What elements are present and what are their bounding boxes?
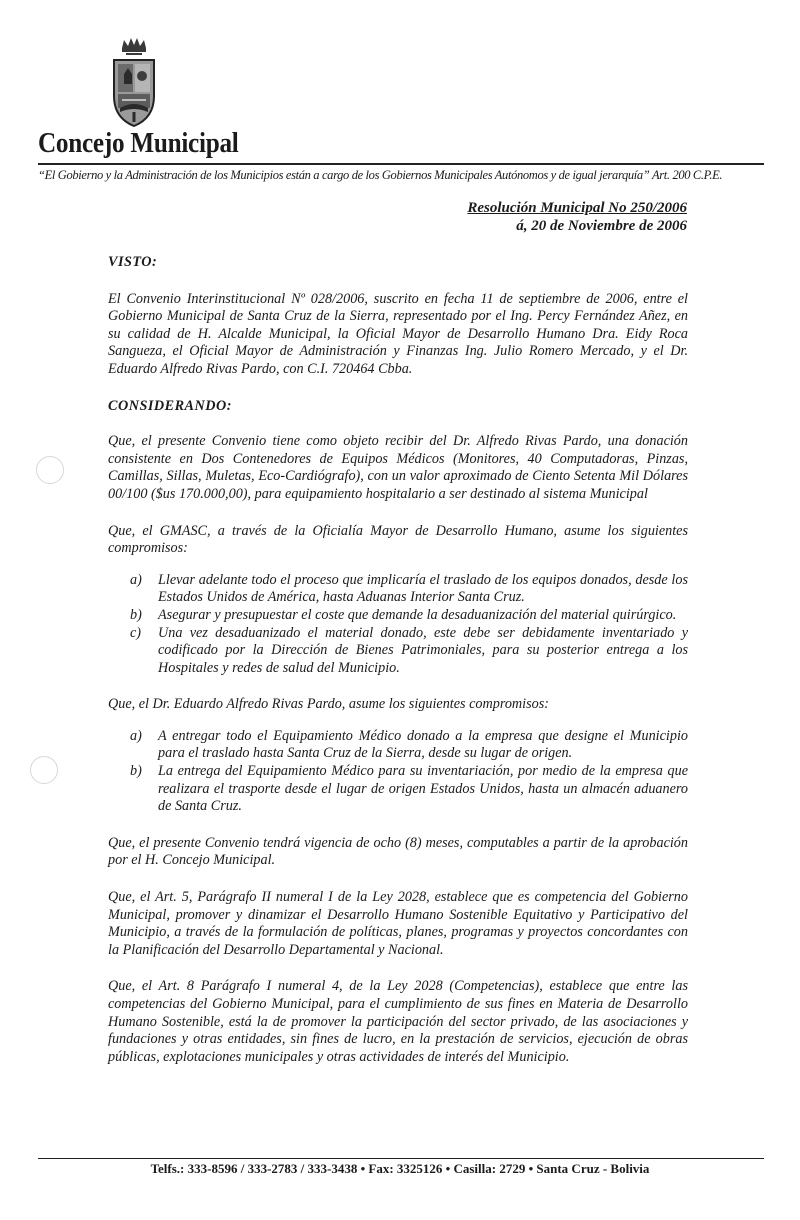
resolution-date: á, 20 de Noviembre de 2006 [516,218,687,234]
donor-commitments-list [130,728,688,816]
considerando-heading: CONSIDERANDO: [108,397,232,414]
organization-name: Concejo Municipal [38,128,239,159]
list-item-text: Una vez desaduanizado el material donado, este debe ser debidamente inventariado y codificado por la Dirección de Bienes Patrimoniales, para su posterior entrega a los Hospitales y redes de salud del Municipio. [158,624,688,676]
footer-rule [38,1158,764,1159]
list-item [130,728,688,763]
list-item-text: La entrega del Equipamiento Médico para su inventariación, por medio de la empresa que realizara el trasporte desde el lugar de origen Estados Unidos, hasta un almacén aduanero de Santa Cruz. [158,763,688,815]
list-item [130,763,688,816]
considerando-paragraph-5: Que, el Art. 5, Parágrafo II numeral I de la Ley 2028, establece que es competencia del Gobierno Municipal, promover y dinamizar el Desarrollo Humano Sostenible Equitativo y Participativo del Municipio, a través de la formulación de políticas, planes, programas y proyectos concordantes con la Planificación del Desarrollo Departamental y Nacional. [108,889,688,958]
list-item [130,607,688,625]
list-item-text: Llevar adelante todo el proceso que implicaría el traslado de los equipos donados, desde los Estados Unidos de América, hasta Aduanas Interior Santa Cruz. [158,571,688,606]
punch-hole-mark [36,456,64,484]
punch-hole-mark [30,756,58,784]
visto-paragraph: El Convenio Interinstitucional Nº 028/2006, suscrito en fecha 11 de septiembre de 2006, entre el Gobierno Municipal de Santa Cruz de la Sierra, representado por el Ing. Percy Fernández Añez, en su calidad de H. Alcalde Municipal, la Oficial Mayor de Desarrollo Humano Dra. Eidy Roca Sangueza, el Oficial Mayor de Administración y Finanzas Ing. Julio Romero Mercado, y el Dr. Eduardo Alfredo Rivas Pardo, con C.I. 720464 Cbba. [108,290,688,377]
list-item [130,625,688,678]
header-motto: “El Gobierno y la Administración de los Municipios están a cargo de los Gobiernos Municipales Autónomos y de igual jerarquía” Art. 200 C.P.E. [38,168,723,182]
coat-of-arms-icon [104,38,164,128]
document-body [108,250,688,1085]
visto-heading: VISTO: [108,254,158,270]
resolution-title: Resolución Municipal No 250/2006 [467,200,687,216]
considerando-paragraph-6: Que, el Art. 8 Parágrafo I numeral 4, de la Ley 2028 (Competencias), establece que entre las competencias del Gobierno Municipal, para el cumplimiento de sus fines en Materia de Desarrollo Humano Sostenible, está la de promover la participación del sector privado, de las asociaciones y fundaciones y otras entidades, sin fines de lucro, en la prestación de servicios, ejecución de obras públicas, explotaciones municipales y otras actividades de interés del Municipio. [108,978,688,1065]
footer-contact: Telfs.: 333-8596 / 333-2783 / 333-3438 • Fax: 3325126 • Casilla: 2729 • Santa Cruz - Bolivia [150,1161,650,1176]
header-rule [38,163,764,165]
considerando-paragraph-1: Que, el presente Convenio tiene como objeto recibir del Dr. Alfredo Rivas Pardo, una donación consistente en Dos Contenedores de Equipos Médicos (Monitores, 40 Computadoras, Pinzas, Camillas, Sillas, Muletas, Eco-Cardiógrafo), con un valor aproximado de Ciento Setenta Mil Dólares 00/100 ($us 170.000,00), para equipamiento hospitalario a ser destinado al sistema Municipal [108,433,688,502]
considerando-paragraph-2: Que, el GMASC, a través de la Oficialía Mayor de Desarrollo Humano, asume los siguientes compromisos: [108,522,688,557]
list-item [130,572,688,607]
gmasc-commitments-list [130,572,688,678]
list-item-text: A entregar todo el Equipamiento Médico donado a la empresa que designe el Municipio para el traslado hasta Santa Cruz de la Sierra, desde su lugar de origen. [158,727,688,762]
list-marker: c) [130,624,142,641]
list-marker: a) [130,571,142,588]
list-marker: a) [130,727,142,744]
considerando-paragraph-3: Que, el Dr. Eduardo Alfredo Rivas Pardo, asume los siguientes compromisos: [108,696,549,713]
considerando-paragraph-4: Que, el presente Convenio tendrá vigencia de ocho (8) meses, computables a partir de la aprobación por el H. Concejo Municipal. [108,834,688,869]
list-item-text: Asegurar y presupuestar el coste que demande la desaduanización del material quirúrgico. [158,606,677,623]
list-marker: b) [130,606,142,623]
list-marker: b) [130,763,142,780]
